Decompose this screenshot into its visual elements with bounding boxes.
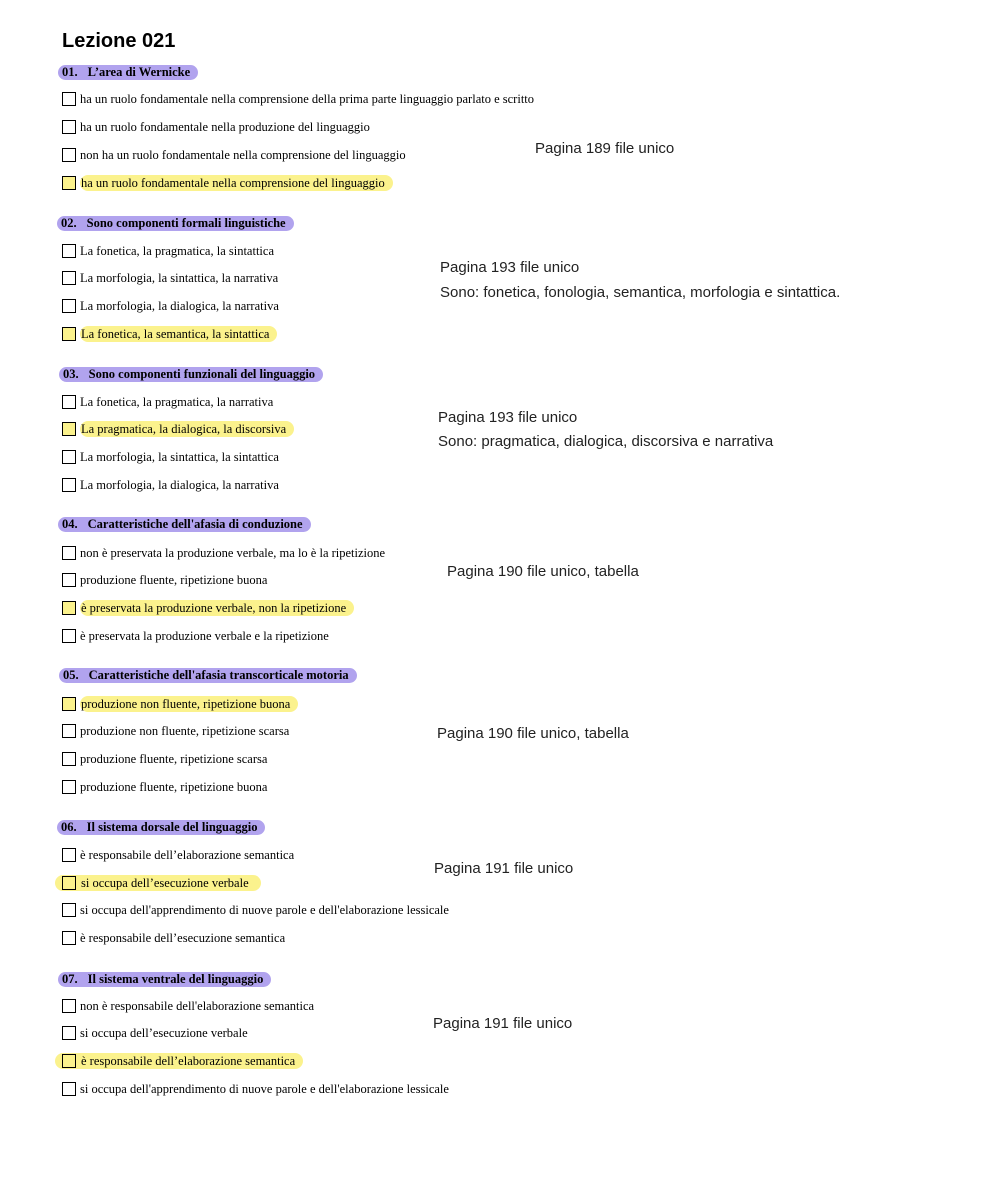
- option-text: è responsabile dell’elaborazione semantica: [80, 1053, 303, 1069]
- question-6-note-1: Pagina 191 file unico: [434, 860, 574, 877]
- question-4-option-3-correct[interactable]: [62, 600, 354, 616]
- checkbox[interactable]: [62, 395, 76, 409]
- checkbox[interactable]: [62, 327, 76, 341]
- option-text: La pragmatica, la dialogica, la discorsiva: [80, 421, 294, 437]
- option-text: produzione non fluente, ripetizione buona: [80, 696, 298, 712]
- option-text: La fonetica, la pragmatica, la sintattica: [80, 244, 275, 258]
- question-text: Il sistema ventrale del linguaggio: [87, 972, 264, 986]
- question-4-option-1[interactable]: [62, 545, 385, 561]
- checkbox[interactable]: [62, 176, 76, 190]
- question-2-option-2[interactable]: [62, 270, 278, 286]
- question-number: 05.: [63, 668, 79, 682]
- question-7-note-1: Pagina 191 file unico: [433, 1015, 573, 1032]
- question-text: Sono componenti formali linguistiche: [86, 216, 286, 230]
- question-4-note-1: Pagina 190 file unico, tabella: [447, 563, 639, 580]
- question-5-heading: [59, 668, 357, 683]
- question-2-heading: [57, 216, 294, 231]
- option-text: ha un ruolo fondamentale nella produzione del linguaggio: [80, 120, 370, 134]
- question-text: Sono componenti funzionali del linguaggio: [88, 367, 316, 381]
- question-3-heading: [59, 367, 323, 382]
- question-2-note-2: Sono: fonetica, fonologia, semantica, morfologia e sintattica.: [440, 284, 841, 301]
- option-text: ha un ruolo fondamentale nella comprensione della prima parte linguaggio parlato e scritto: [80, 92, 535, 106]
- option-text: La fonetica, la pragmatica, la narrativa: [80, 395, 274, 409]
- checkbox[interactable]: [62, 271, 76, 285]
- option-text: La fonetica, la semantica, la sintattica: [80, 326, 277, 342]
- checkbox[interactable]: [62, 120, 76, 134]
- checkbox[interactable]: [62, 148, 76, 162]
- question-6-option-1[interactable]: [62, 847, 294, 863]
- question-7-option-3-correct[interactable]: [62, 1053, 303, 1069]
- question-3-note-2: Sono: pragmatica, dialogica, discorsiva e narrativa: [438, 433, 774, 450]
- question-7-option-1[interactable]: [62, 998, 314, 1014]
- option-text: La morfologia, la sintattica, la narrativa: [80, 271, 279, 285]
- question-3-note-1: Pagina 193 file unico: [438, 409, 578, 426]
- question-number: 03.: [63, 367, 79, 381]
- question-number: 04.: [62, 517, 78, 531]
- question-7-option-4[interactable]: [62, 1081, 449, 1097]
- question-3-option-3[interactable]: [62, 449, 279, 465]
- question-6-option-3[interactable]: [62, 902, 449, 918]
- question-4-option-4[interactable]: [62, 628, 329, 644]
- question-1-option-1[interactable]: [62, 91, 534, 107]
- checkbox[interactable]: [62, 478, 76, 492]
- question-text: Il sistema dorsale del linguaggio: [86, 820, 258, 834]
- question-6-option-4[interactable]: [62, 930, 285, 946]
- checkbox[interactable]: [62, 903, 76, 917]
- option-text: non è preservata la produzione verbale, ma lo è la ripetizione: [80, 546, 386, 560]
- checkbox[interactable]: [62, 299, 76, 313]
- option-text: produzione fluente, ripetizione buona: [80, 573, 268, 587]
- question-1-option-3[interactable]: [62, 147, 406, 163]
- option-text: si occupa dell’esecuzione verbale: [80, 1026, 248, 1040]
- checkbox[interactable]: [62, 1082, 76, 1096]
- option-text: si occupa dell’esecuzione verbale: [80, 875, 257, 891]
- checkbox[interactable]: [62, 422, 76, 436]
- option-text: si occupa dell'apprendimento di nuove parole e dell'elaborazione lessicale: [80, 1082, 449, 1096]
- option-text: La morfologia, la dialogica, la narrativa: [80, 478, 279, 492]
- question-3-option-1[interactable]: [62, 394, 273, 410]
- option-text: è responsabile dell’esecuzione semantica: [80, 931, 286, 945]
- option-text: è preservata la produzione verbale, non la ripetizione: [80, 600, 354, 616]
- question-text: Caratteristiche dell'afasia transcorticale motoria: [88, 668, 349, 682]
- checkbox[interactable]: [62, 546, 76, 560]
- question-5-option-4[interactable]: [62, 779, 267, 795]
- question-2-option-4-correct[interactable]: [62, 326, 277, 342]
- question-7-option-2[interactable]: [62, 1025, 248, 1041]
- checkbox[interactable]: [62, 601, 76, 615]
- question-5-option-2[interactable]: [62, 723, 289, 739]
- option-text: è responsabile dell’elaborazione semantica: [80, 848, 295, 862]
- option-text: produzione fluente, ripetizione scarsa: [80, 752, 268, 766]
- question-3-option-2-correct[interactable]: [62, 421, 294, 437]
- question-text: Caratteristiche dell'afasia di conduzione: [87, 517, 303, 531]
- question-5-note-1: Pagina 190 file unico, tabella: [437, 725, 629, 742]
- checkbox[interactable]: [62, 848, 76, 862]
- question-1-option-2[interactable]: [62, 119, 370, 135]
- option-text: è preservata la produzione verbale e la ripetizione: [80, 629, 329, 643]
- question-number: 02.: [61, 216, 77, 230]
- checkbox[interactable]: [62, 752, 76, 766]
- question-4-option-2[interactable]: [62, 572, 267, 588]
- question-7-heading: [58, 972, 271, 987]
- checkbox[interactable]: [62, 931, 76, 945]
- question-3-option-4[interactable]: [62, 477, 279, 493]
- checkbox[interactable]: [62, 999, 76, 1013]
- option-text: produzione fluente, ripetizione buona: [80, 780, 268, 794]
- checkbox[interactable]: [62, 244, 76, 258]
- question-6-heading: [57, 820, 265, 835]
- checkbox[interactable]: [62, 629, 76, 643]
- checkbox[interactable]: [62, 573, 76, 587]
- question-2-note-1: Pagina 193 file unico: [440, 259, 580, 276]
- question-5-option-3[interactable]: [62, 751, 267, 767]
- checkbox[interactable]: [62, 450, 76, 464]
- checkbox[interactable]: [62, 1054, 76, 1068]
- question-number: 07.: [62, 972, 78, 986]
- option-text: si occupa dell'apprendimento di nuove parole e dell'elaborazione lessicale: [80, 903, 449, 917]
- question-text: L’area di Wernicke: [87, 65, 191, 79]
- question-1-note-1: Pagina 189 file unico: [535, 140, 675, 157]
- question-6-option-2-correct[interactable]: [62, 875, 257, 891]
- checkbox[interactable]: [62, 780, 76, 794]
- page-title: Lezione 021: [62, 30, 176, 52]
- checkbox[interactable]: [62, 876, 76, 890]
- question-2-option-3[interactable]: [62, 298, 279, 314]
- option-text: La morfologia, la dialogica, la narrativa: [80, 299, 279, 313]
- option-text: non è responsabile dell'elaborazione semantica: [80, 999, 315, 1013]
- question-2-option-1[interactable]: [62, 243, 274, 259]
- checkbox[interactable]: [62, 1026, 76, 1040]
- checkbox[interactable]: [62, 92, 76, 106]
- option-text: non ha un ruolo fondamentale nella comprensione del linguaggio: [80, 148, 406, 162]
- question-4-heading: [58, 517, 311, 532]
- checkbox[interactable]: [62, 697, 76, 711]
- question-1-heading: [58, 65, 198, 80]
- question-number: 06.: [61, 820, 77, 834]
- question-5-option-1-correct[interactable]: [62, 696, 298, 712]
- option-text: ha un ruolo fondamentale nella comprensione del linguaggio: [80, 175, 393, 191]
- checkbox[interactable]: [62, 724, 76, 738]
- question-number: 01.: [62, 65, 78, 79]
- option-text: produzione non fluente, ripetizione scarsa: [80, 724, 290, 738]
- option-text: La morfologia, la sintattica, la sintattica: [80, 450, 279, 464]
- question-1-option-4-correct[interactable]: [62, 175, 393, 191]
